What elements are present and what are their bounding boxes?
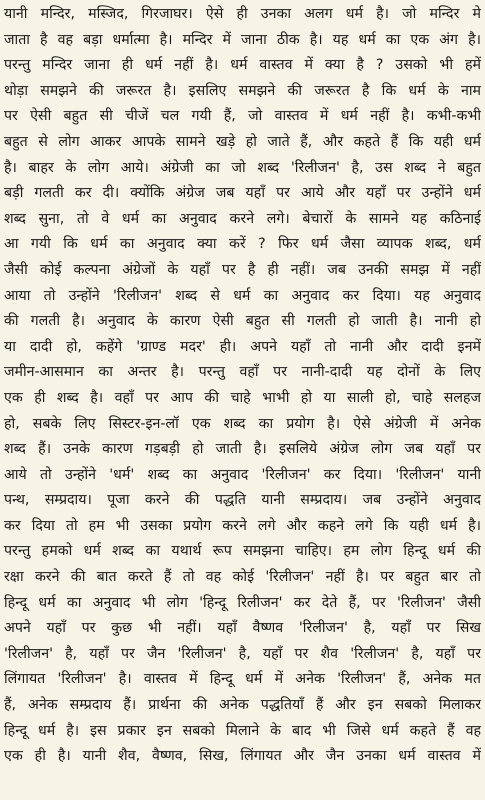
text-line: हो, सबके लिए सिस्टर-इन-लॉ एक शब्द का प्रयोग है। ऐसे अंग्रेजी में अनेक — [4, 415, 481, 432]
text-line: एक ही है। यानी शैव, वैष्णव, सिख, लिंगायत और जैन उनका धर्म वास्तव में — [4, 748, 481, 765]
text-line: बड़ी गलती कर दी। क्योंकि अंग्रेज जब यहाँ पर आये और यहाँ पर उन्होंने धर्म — [4, 185, 481, 202]
text-line: जैसी कोई कल्पना अंग्रेजों के यहाँ पर है ही नहीं। जब उनकी समझ में नहीं — [4, 261, 481, 278]
text-line: आये तो उन्होंने 'धर्म' शब्द का अनुवाद 'रिलीजन' कर दिया। 'रिलीजन' यानी — [4, 466, 481, 483]
text-line: पन्थ, सम्प्रदाय। पूजा करने की पद्धति यानी सम्प्रदाय। जब उन्होंने अनुवाद — [4, 492, 481, 509]
text-line: शब्द सुना, तो वे धर्म का अनुवाद करने लगे। बेचारों के सामने यह कठिनाई — [4, 210, 481, 227]
text-line: थोड़ा समझने की जरूरत है। इसलिए समझने की जरूरत है कि धर्म के नाम — [4, 82, 481, 99]
text-line: यानी मन्दिर, मस्जिद, गिरजाघर। ऐसे ही उनका अलग धर्म है। जो मन्दिर मे — [4, 6, 481, 22]
text-line: लिंगायत 'रिलीजन' है। वास्तव में हिन्दू धर्म में अनेक 'रिलीजन' हैं, अनेक मत — [4, 671, 481, 688]
text-line: 'रिलीजन' है, यहाँ पर जैन 'रिलीजन' है, यहाँ पर शैव 'रिलीजन' है, यहाँ पर — [4, 645, 481, 662]
page-body-text — [4, 2, 481, 770]
text-line: आया तो उन्होंने 'रिलीजन' शब्द से धर्म का अनुवाद कर दिया। यह अनुवाद — [4, 287, 481, 304]
text-line: शब्द हैं। उनके कारण गड़बड़ी हो जाती है। इसलिये अंग्रेज लोग जब यहाँ पर — [4, 441, 481, 458]
text-line: आ गयी कि धर्म का अनुवाद क्या करें ? फिर धर्म जैसा व्यापक शब्द, धर्म — [4, 236, 481, 253]
text-line: जमीन-आसमान का अन्तर है। परन्तु वहाँ पर नानी-दादी यह दोनों के लिए — [4, 364, 481, 381]
text-line: हिन्दू धर्म का अनुवाद भी लोग 'हिन्दू रिलीजन' कर देते हैं, पर 'रिलीजन' जैसी — [4, 594, 481, 611]
text-line: अपने यहाँ पर कुछ भी नहीं। यहाँ वैष्णव 'रिलीजन' है, यहाँ पर सिख — [4, 620, 481, 637]
text-line: एक ही शब्द है। वहाँ पर आप की चाहे भाभी हो या साली हो, चाहे सलहज — [4, 389, 481, 406]
text-line: बहुत से लोग आकर आपके सामने खड़े हो जाते हैं, और कहते हैं कि यही धर्म — [4, 133, 481, 150]
text-line: परन्तु मन्दिर जाना ही धर्म नहीं है। धर्म वास्तव में क्या है ? उसको भी हमें — [4, 57, 481, 74]
text-line: रक्षा करने की बात करते हैं तो वह कोई 'रिलीजन' नहीं है। पर बहुत बार तो — [4, 569, 481, 586]
text-line: परन्तु हमको धर्म शब्द का यथार्थ रूप समझना चाहिए। हम लोग हिन्दू धर्म की — [4, 543, 481, 560]
text-line: जाता है वह बड़ा धर्मात्मा है। मन्दिर में जाना ठीक है। यह धर्म का एक अंग है। — [4, 31, 481, 48]
text-line: की गलती है। अनुवाद के कारण ऐसी बहुत सी गलती हो जाती है। नानी हो — [4, 313, 481, 330]
text-line: या दादी हो, कहेंगे 'ग्राण्ड मदर' ही। अपने यहाँ तो नानी और दादी इनमें — [4, 338, 481, 355]
text-line: हैं, अनेक सम्प्रदाय हैं। प्रार्थना की अनेक पद्धतियाँ हैं और इन सबको मिलाकर — [4, 697, 481, 714]
text-line: कर दिया तो हम भी उसका प्रयोग करने लगे और कहने लगे कि यही धर्म है। — [4, 517, 481, 534]
text-line: पर ऐसी बहुत सी चीजें चल गयी हैं, जो वास्तव में धर्म नहीं है। कभी-कभी — [4, 108, 481, 125]
text-line: हिन्दू धर्म है। इस प्रकार इन सबको मिलाने के बाद भी जिसे धर्म कहते हैं वह — [4, 722, 481, 739]
text-line: है। बाहर के लोग आये। अंग्रेजी का जो शब्द 'रिलीजन' है, उस शब्द ने बहुत — [4, 159, 481, 176]
